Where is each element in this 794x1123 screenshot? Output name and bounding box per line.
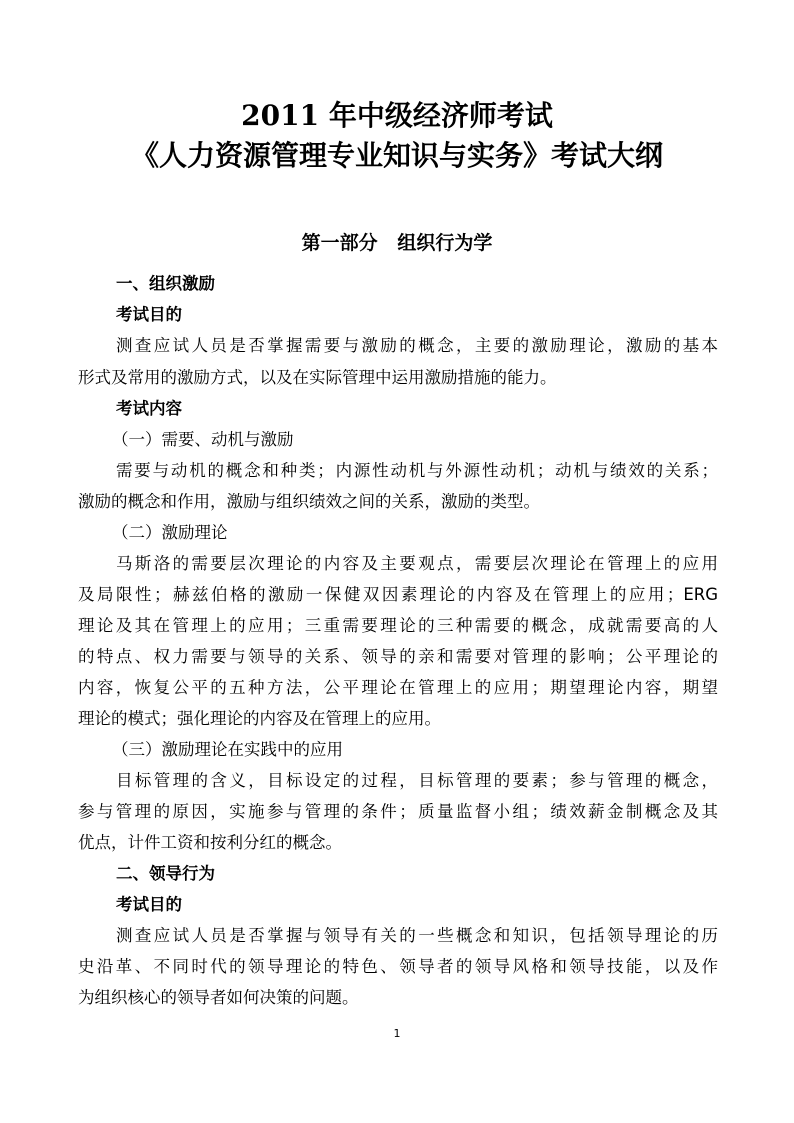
content-label-1: 考试内容 (116, 399, 182, 418)
paragraph-line: 目标管理的含义，目标设定的过程，目标管理的要素；参与管理的概念， (116, 771, 718, 790)
paragraph-line: 为组织核心的领导者如何决策的问题。 (78, 988, 359, 1007)
paragraph-line: 测查应试人员是否掌握与领导有关的一些概念和知识，包括领导理论的历 (116, 926, 718, 945)
paragraph-line: 参与管理的原因，实施参与管理的条件；质量监督小组；绩效薪金制概念及其 (78, 802, 718, 821)
purpose-label-1: 考试目的 (116, 305, 182, 324)
paragraph-line: 内容，恢复公平的五种方法，公平理论在管理上的应用；期望理论内容，期望 (78, 678, 718, 697)
paragraph-line: 测查应试人员是否掌握需要与激励的概念，主要的激励理论，激励的基本 (116, 336, 718, 355)
paragraph-line: 及局限性；赫兹伯格的激励一保健双因素理论的内容及在管理上的应用；ERG (78, 585, 718, 604)
subsection-title: （二）激励理论 (112, 523, 228, 542)
subsection-title: （三）激励理论在实践中的应用 (112, 740, 343, 759)
paragraph-line: 的特点、权力需要与领导的关系、领导的亲和需要对管理的影响；公平理论的 (78, 647, 718, 666)
document-title-line1: 2011 年中级经济师考试 (241, 99, 553, 132)
paragraph-line: 马斯洛的需要层次理论的内容及主要观点，需要层次理论在管理上的应用 (116, 554, 718, 573)
document-title-line2: 《人力资源管理专业知识与实务》考试大纲 (130, 139, 663, 172)
section-heading-1: 一、组织激励 (116, 274, 215, 293)
paragraph-line: 理论的模式；强化理论的内容及在管理上的应用。 (78, 709, 441, 728)
subsection-title: （一）需要、动机与激励 (112, 430, 294, 449)
paragraph-line: 理论及其在管理上的应用；三重需要理论的三种需要的概念，成就需要高的人 (78, 616, 718, 635)
paragraph-line: 需要与动机的概念和种类；内源性动机与外源性动机；动机与绩效的关系； (116, 461, 718, 480)
purpose-label-2: 考试目的 (116, 895, 182, 914)
paragraph-line: 优点，计件工资和按利分红的概念。 (78, 833, 342, 852)
paragraph-line: 激励的概念和作用，激励与组织绩效之间的关系，激励的类型。 (78, 492, 540, 511)
paragraph-line: 形式及常用的激励方式，以及在实际管理中运用激励措施的能力。 (78, 368, 557, 387)
part-heading: 第一部分 组织行为学 (301, 232, 493, 254)
paragraph-line: 史沿革、不同时代的领导理论的特色、领导者的领导风格和领导技能，以及作 (78, 957, 718, 976)
page-number: 1 (393, 1027, 401, 1040)
section-heading-2: 二、领导行为 (116, 864, 215, 883)
